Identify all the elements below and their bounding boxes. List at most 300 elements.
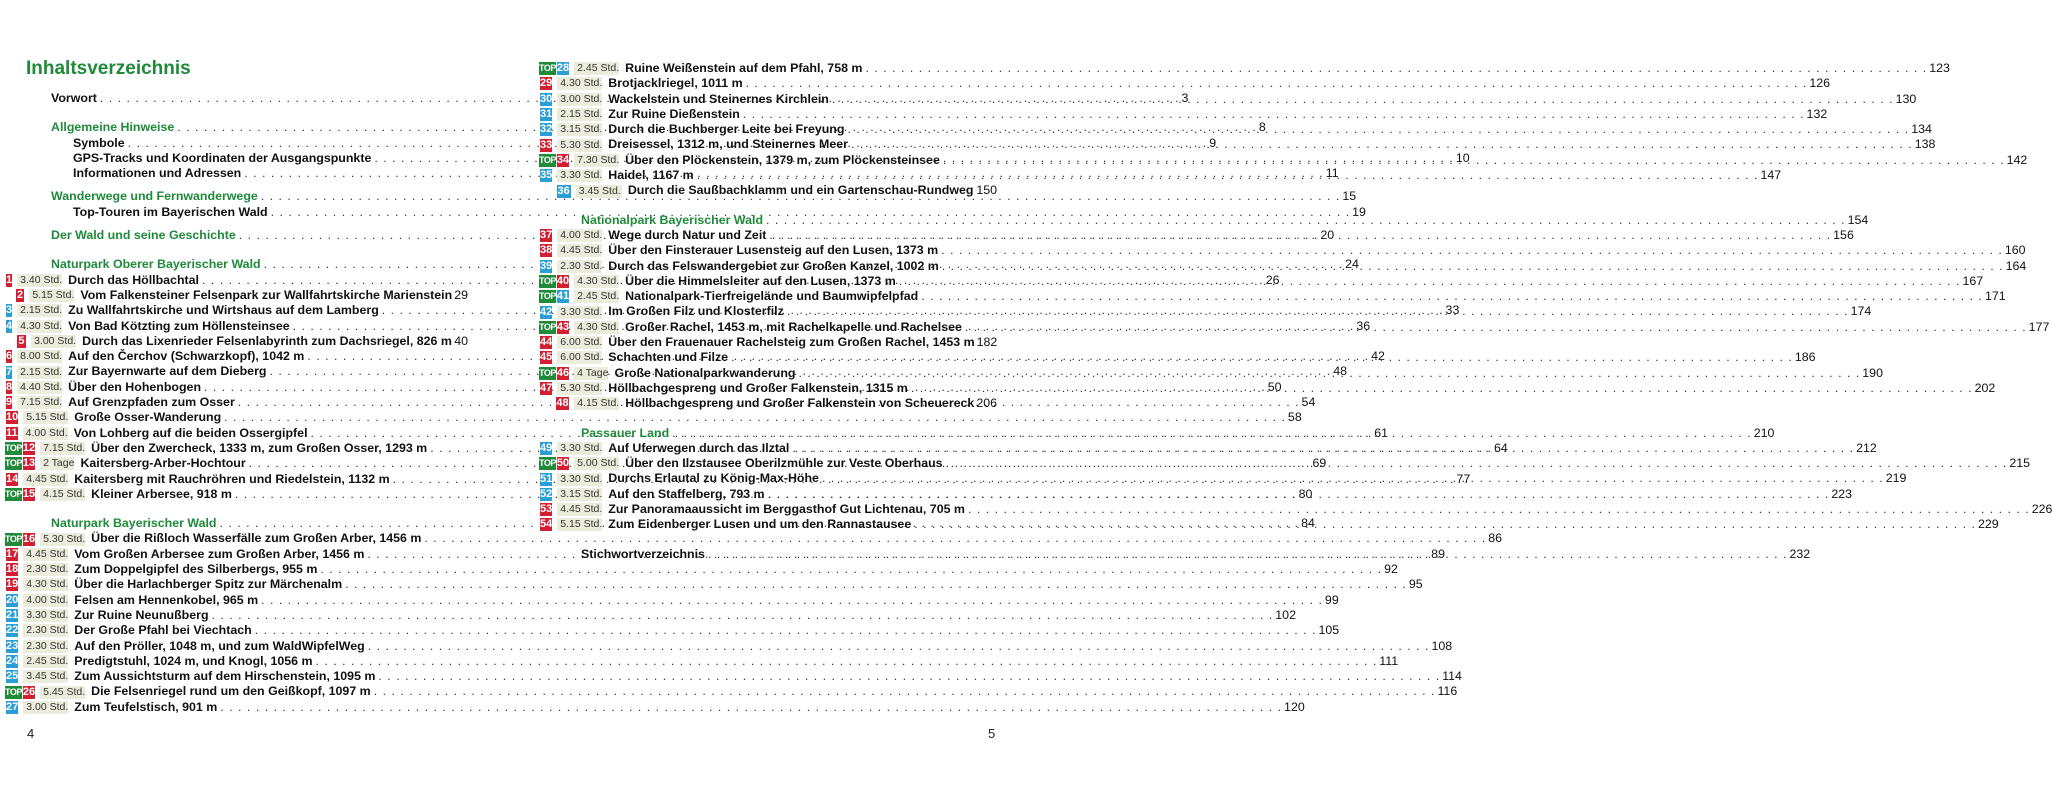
page-ref: 69 <box>1312 456 1327 471</box>
tour-title <box>608 137 1912 152</box>
tour-title-text: Durch das Höllbachtal <box>68 272 199 287</box>
tour-number-badge: 42 <box>540 305 553 318</box>
tour-title-text: Über die Harlachberger Spitz zur Märchenalm <box>74 577 343 592</box>
tour-line <box>534 91 1917 107</box>
page-ref: 130 <box>1895 91 1917 106</box>
leader-dots <box>746 76 1808 91</box>
tour-number-badge: 33 <box>540 138 553 151</box>
page-ref: 24 <box>1345 257 1359 272</box>
duration-label: 3.00 Std. <box>557 93 602 106</box>
page-ref: 182 <box>976 335 998 350</box>
tour-number-badge: 36 <box>557 184 570 197</box>
spacer <box>500 533 1000 547</box>
tour-number-badge: 25 <box>6 670 19 683</box>
page-ref: 9 <box>1209 135 1217 150</box>
duration-label: 5.30 Std. <box>40 533 85 546</box>
page-ref: 108 <box>1431 638 1453 653</box>
duration-label: 2.45 Std. <box>574 290 619 303</box>
tour-title <box>608 243 2003 258</box>
tour-number-badge: 18 <box>6 563 19 576</box>
tour-title-text: Auf den Čerchov (Schwarzkopf), 1042 m <box>68 349 305 364</box>
page-ref: 206 <box>976 396 997 411</box>
duration-label: 2.45 Std. <box>23 655 68 668</box>
tour-line <box>534 76 1831 91</box>
spacer <box>0 243 500 257</box>
page-ref: 29 <box>454 287 468 302</box>
tour-title-text: Kaitersberg-Arber-Hochtour <box>80 456 246 471</box>
tour-line <box>534 243 2026 258</box>
tour-title-text: Zu Wallfahrtskirche und Wirtshaus auf dem Lamberg <box>68 303 379 318</box>
duration-label: 4.45 Std. <box>23 548 68 561</box>
page-ref: 226 <box>2031 502 2052 517</box>
tour-title <box>628 183 974 198</box>
toc-entry[interactable] <box>0 623 1340 638</box>
tour-title-text: Höllbachgespreng und Großer Falkenstein, 1315 m <box>608 380 908 395</box>
page-ref: 26 <box>1265 272 1280 287</box>
tour-title-text: Felsen am Hennenkobel, 965 m <box>74 592 259 607</box>
page-ref: 58 <box>1287 410 1302 425</box>
tour-number-badge: 32 <box>540 123 553 136</box>
duration-label: 6.00 Std. <box>557 336 602 349</box>
leader-dots <box>743 107 1805 122</box>
tour-title-text: Der Große Pfahl bei Viechtach <box>74 623 252 638</box>
section-title: Vorwort <box>51 91 97 105</box>
tour-title-text: Zur Panoramaaussicht im Berggasthof Gut Lichtenau, 705 m <box>608 502 965 517</box>
tour-title-text: Haidel, 1167 m <box>608 168 694 183</box>
tour-number-badge: 11 <box>6 426 18 439</box>
page-ref: 167 <box>1962 273 1984 288</box>
tour-title <box>608 502 2029 517</box>
leader-dots <box>792 441 1854 456</box>
tour-title-text: Kaitersberg mit Rauchröhren und Riedelstein, 1132 m <box>74 471 390 486</box>
duration-label: 2.30 Std. <box>23 563 68 576</box>
toc-entry[interactable] <box>0 684 1458 699</box>
tour-line <box>534 335 997 350</box>
tour-number-badge: 44 <box>540 336 553 349</box>
page-ref: 64 <box>1493 440 1508 455</box>
tour-title-text: Im Großen Filz und Klosterfilz <box>608 304 784 319</box>
toc-entry[interactable] <box>500 168 1782 183</box>
tour-number-badge: 17 <box>6 547 19 560</box>
tour-number-badge: 20 <box>6 593 19 606</box>
tour-line <box>534 183 997 198</box>
page-ref: 36 <box>1356 318 1371 333</box>
tour-number-badge: 52 <box>540 487 553 500</box>
tour-number-badge: 51 <box>540 472 553 485</box>
tour-number-badge: 43 <box>556 320 570 333</box>
duration-label: 4.30 Std. <box>574 275 619 288</box>
toc-section[interactable] <box>500 212 1869 228</box>
tour-title <box>625 456 2007 471</box>
duration-label: 4.00 Std. <box>23 427 68 440</box>
toc-entry[interactable] <box>500 396 1000 411</box>
tour-title <box>608 350 1793 365</box>
tour-number-badge: 9 <box>6 396 13 409</box>
page-ref: 156 <box>1833 227 1854 242</box>
tour-line <box>0 288 468 303</box>
toc-entry[interactable] <box>0 334 500 349</box>
duration-label: 3.45 Std. <box>23 670 68 683</box>
top-badge: TOP <box>539 276 556 286</box>
page-ref: 40 <box>454 333 468 348</box>
page-ref: 84 <box>1301 516 1315 531</box>
tour-title-text: Große Osser-Wanderung <box>74 410 222 425</box>
tour-title-text: Über den Plöckenstein, 1379 m, zum Plöckensteinsee <box>625 152 940 167</box>
tour-title <box>625 61 1927 76</box>
section-title: Symbole <box>73 135 125 150</box>
leader-dots <box>851 137 1913 152</box>
duration-label: 3.40 Std. <box>17 274 62 287</box>
tour-number-badge: 5 <box>18 335 25 347</box>
tour-title-text: Große Nationalparkwanderung <box>614 365 796 380</box>
page-number-left: 4 <box>27 726 35 741</box>
duration-label: 2.15 Std. <box>17 304 62 317</box>
tour-title-text: Zur Ruine Dießenstein <box>608 106 740 121</box>
tour-number-badge: 40 <box>556 275 570 287</box>
top-badge: TOP <box>5 488 22 499</box>
tour-number-badge: 37 <box>540 229 553 242</box>
page-ref: 229 <box>1977 517 1999 532</box>
page-ref: 147 <box>1760 168 1782 183</box>
tour-title-text: Von Bad Kötzting zum Höllensteinsee <box>68 318 290 333</box>
tour-title <box>608 487 1829 502</box>
tour-line <box>534 396 997 411</box>
tour-line <box>0 562 1398 577</box>
page-ref: 120 <box>1284 699 1305 714</box>
section-title: Naturpark Bayerischer Wald <box>51 516 217 531</box>
tour-title-text: Über den Ilzstausee Oberilzmühle zur Veste Oberhaus <box>625 456 943 471</box>
leader-dots <box>787 304 1849 319</box>
tour-number-badge: 14 <box>6 472 19 485</box>
toc-entry[interactable] <box>500 335 1000 350</box>
toc-entry[interactable] <box>0 592 1339 608</box>
tour-number-badge: 10 <box>6 411 19 424</box>
tour-title-text: Über die Himmelsleiter auf den Lusen, 1373 m <box>625 273 896 288</box>
page-ref: 186 <box>1794 350 1816 365</box>
leader-dots <box>822 471 1884 486</box>
tour-title-text: Schachten und Filze <box>608 350 729 365</box>
page-ref: 61 <box>1374 425 1389 440</box>
tour-title-text: Durchs Erlautal zu König-Max-Höhe <box>608 471 819 486</box>
duration-label: 4.45 Std. <box>23 473 68 486</box>
tour-line <box>0 623 1340 638</box>
tour-title-text: Wege durch Natur und Zeit <box>608 227 767 242</box>
page-ref: 11 <box>1325 166 1339 181</box>
section-title: Nationalpark Bayerischer Wald <box>581 212 764 227</box>
toc-entry[interactable] <box>500 137 1936 152</box>
tour-title <box>625 274 1960 289</box>
toc-entry[interactable] <box>500 76 1831 91</box>
page-ref: 50 <box>1267 379 1282 394</box>
tour-title-text: Auf Grenzpfaden zum Osser <box>68 395 235 410</box>
toc-entry[interactable] <box>500 304 1872 319</box>
tour-title-text: Die Felsenriegel rund um den Geißkopf, 1097 m <box>91 684 371 699</box>
page-ref: 210 <box>1753 425 1775 440</box>
tour-number-badge: 34 <box>556 153 570 166</box>
page-ref: 132 <box>1806 106 1828 121</box>
leader-dots <box>832 92 1894 107</box>
toc-entry[interactable] <box>0 669 1462 684</box>
duration-label: 4.30 Std. <box>23 578 68 591</box>
tour-title-text: Predigtstuhl, 1024 m, und Knogl, 1056 m <box>74 653 313 668</box>
tour-line <box>534 137 1936 152</box>
toc-entry[interactable] <box>500 61 1950 76</box>
tour-title-text: Über den Finsterauer Lusensteig auf den Lusen, 1373 m <box>608 243 939 258</box>
tour-title <box>608 381 1972 396</box>
tour-number-badge: 47 <box>540 382 553 395</box>
tour-number-badge: 29 <box>540 77 553 90</box>
leader-dots <box>672 426 1752 441</box>
duration-label: 4.30 Std. <box>17 320 62 333</box>
tour-title <box>625 150 2004 168</box>
page-ref: 164 <box>2005 258 2027 273</box>
tour-number-badge: 53 <box>540 503 553 516</box>
top-badge: TOP <box>5 533 22 544</box>
tour-title <box>82 334 452 349</box>
leader-dots <box>968 502 2030 517</box>
page-ref: 89 <box>1431 546 1445 561</box>
duration-label: 7.15 Std. <box>17 396 62 409</box>
duration-label: 3.15 Std. <box>557 488 602 501</box>
tour-title-text: Zum Teufelstisch, 901 m <box>74 699 218 714</box>
tour-number-badge: 54 <box>540 518 553 531</box>
tour-title-text: Zum Eidenberger Lusen und um den Rannastausee <box>608 517 912 532</box>
tour-number-badge: 27 <box>6 700 19 713</box>
tour-number-badge: 50 <box>556 457 570 470</box>
tour-number-badge: 16 <box>22 532 36 545</box>
toc-entry[interactable] <box>0 410 1302 425</box>
tour-line <box>534 61 1950 76</box>
tour-title-text: Brotjacklriegel, 1011 m <box>608 76 743 91</box>
toc-entry[interactable] <box>500 502 2052 517</box>
tour-number-badge: 3 <box>6 304 13 317</box>
leader-dots <box>946 456 2008 471</box>
tour-title <box>608 107 1804 122</box>
tour-title-text: Auf Uferwegen durch das Ilztal <box>608 440 790 455</box>
tour-number-badge: 39 <box>540 259 553 272</box>
spacer <box>0 106 500 120</box>
tour-title-text: Dreisessel, 1312 m, und Steinernes Meer <box>608 137 848 152</box>
top-badge: TOP <box>5 686 22 697</box>
tour-title <box>608 168 1758 183</box>
tour-number-badge: 8 <box>6 380 13 393</box>
toc-entry[interactable] <box>0 653 1399 669</box>
duration-label: 4.00 Std. <box>557 229 602 242</box>
tour-line <box>0 410 1302 425</box>
duration-label: 3.30 Std. <box>557 169 602 182</box>
toc-entry[interactable] <box>0 531 1502 546</box>
leader-dots <box>941 243 2003 258</box>
tour-line <box>0 607 1296 623</box>
tour-number-badge: 48 <box>556 397 569 410</box>
top-placeholder <box>539 185 556 198</box>
page-ref: 80 <box>1298 486 1313 501</box>
duration-label: 4.30 Std. <box>557 77 602 90</box>
toc-entry[interactable] <box>500 122 1932 137</box>
page-ref: 177 <box>2028 319 2050 334</box>
tour-title-text: Zur Bayernwarte auf dem Dieberg <box>68 364 267 379</box>
top-placeholder <box>5 335 16 348</box>
top-badge: TOP <box>539 367 556 378</box>
page-ref: 232 <box>1789 546 1811 561</box>
tour-number-badge: 49 <box>540 441 553 454</box>
duration-label: 2.45 Std. <box>574 62 619 75</box>
duration-label: 4.15 Std. <box>40 488 85 501</box>
tour-title-text: Nationalpark-Tierfreigelände und Baumwipfelpfad <box>625 289 919 304</box>
tour-line <box>0 638 1453 654</box>
tour-title <box>608 471 1883 486</box>
top-placeholder <box>539 397 555 410</box>
tour-title <box>608 259 2003 274</box>
leader-dots <box>911 381 1973 396</box>
page-ref: 95 <box>1408 577 1423 592</box>
leader-dots <box>847 122 1909 137</box>
page-ref: 92 <box>1384 562 1398 577</box>
page-ref: 123 <box>1929 61 1950 75</box>
tour-title-text: Durch die Buchberger Leite bei Freyung <box>608 122 845 137</box>
section-title: Stichwortverzeichnis <box>581 546 705 561</box>
section-line <box>581 212 1869 228</box>
page-ref: 3 <box>1181 91 1189 105</box>
tour-title-text: Kleiner Arbersee, 918 m <box>91 486 232 501</box>
leader-dots <box>914 517 1976 532</box>
toc-entry[interactable] <box>0 607 1296 623</box>
duration-label: 4.45 Std. <box>557 244 602 257</box>
leader-dots <box>799 366 1861 381</box>
duration-label: 5.15 Std. <box>29 289 74 302</box>
tour-number-badge: 38 <box>540 244 553 257</box>
tour-line <box>534 122 1932 137</box>
page-ref: 134 <box>1911 122 1932 137</box>
page-ref: 102 <box>1275 607 1296 622</box>
tour-number-badge: 35 <box>540 169 553 182</box>
leader-dots <box>697 168 1759 183</box>
tour-number-badge: 41 <box>556 290 570 303</box>
toc-entry[interactable] <box>0 288 500 303</box>
page-ref: 223 <box>1831 486 1853 501</box>
leader-dots <box>766 213 1846 228</box>
section-title: Informationen und Adressen <box>73 166 242 181</box>
page-ref: 154 <box>1847 212 1869 227</box>
leader-dots <box>865 61 1927 76</box>
tour-title-text: Von Lohberg auf die beiden Ossergipfel <box>73 425 308 440</box>
toc-entry[interactable] <box>500 183 1000 198</box>
tour-title-text: Über den Zwercheck, 1333 m, zum Großen Osser, 1293 m <box>91 440 428 455</box>
page-ref: 42 <box>1371 349 1385 364</box>
tour-number-badge: 4 <box>6 319 13 332</box>
toc-entry[interactable] <box>0 577 1423 592</box>
leader-dots <box>769 228 1831 243</box>
tour-title-text: Zum Doppelgipfel des Silberbergs, 955 m <box>74 562 318 577</box>
tour-title-text: Über die Rißloch Wasserfälle zum Großen Arber, 1456 m <box>91 531 422 546</box>
tour-line <box>534 106 1828 122</box>
leader-dots <box>708 547 1788 562</box>
toc-entry[interactable] <box>500 91 1917 107</box>
tour-title-text: Auf den Pröller, 1048 m, und zum WaldWipfelWeg <box>74 638 365 653</box>
duration-label: 5.45 Std. <box>40 686 85 699</box>
duration-label: 4.45 Std. <box>557 503 602 516</box>
page-ref: 215 <box>2009 456 2031 471</box>
tour-title-text: Großer Rachel, 1453 m, mit Rachelkapelle und Rachelsee <box>625 319 962 334</box>
tour-number-badge: 30 <box>540 92 553 105</box>
tour-title-text: Zur Ruine Neunußberg <box>74 607 209 622</box>
tour-title <box>608 335 974 350</box>
tour-title-text: Durch das Lixenrieder Felsenlabyrinth zum Dachsriegel, 826 m <box>82 333 452 348</box>
tour-title-text: Vom Großen Arbersee zum Großen Arber, 1456 m <box>74 546 365 561</box>
tour-line <box>0 699 1305 715</box>
tour-title-text: Vom Falkensteiner Felsenpark zur Wallfahrtskirche Marienstein <box>80 287 453 302</box>
spacer <box>0 220 500 228</box>
page-ref: 219 <box>1885 471 1907 486</box>
page-ref: 105 <box>1318 623 1340 638</box>
tour-line <box>534 304 1872 319</box>
top-badge: TOP <box>539 321 556 332</box>
page-ref: 171 <box>1984 289 2006 304</box>
duration-label: 5.30 Std. <box>557 139 602 152</box>
duration-label: 5.00 Std. <box>574 457 619 470</box>
tour-title <box>625 396 974 411</box>
toc-entry[interactable] <box>500 289 2006 304</box>
duration-label: 4.30 Std. <box>574 321 619 334</box>
spacer <box>0 502 500 516</box>
tour-title-text: Durch die Saußbachklamm und ein Gartenschau-Rundweg <box>627 183 974 198</box>
duration-label: 5.30 Std. <box>557 382 602 395</box>
spacer <box>500 412 1000 426</box>
tour-title-text: Zum Aussichtsturm auf dem Hirschenstein, 1095 m <box>74 669 376 684</box>
page-ref: 142 <box>2006 152 2028 167</box>
tour-number-badge: 26 <box>22 685 36 698</box>
tour-number-badge: 12 <box>22 442 36 455</box>
page-ref: 19 <box>1352 204 1366 219</box>
top-badge: TOP <box>539 458 556 469</box>
section-title: Top-Touren im Bayerischen Wald <box>73 204 268 219</box>
tour-title-text: Über den Frauenauer Rachelsteig zum Großen Rachel, 1453 m <box>608 335 975 350</box>
top-badge: TOP <box>539 291 556 302</box>
leader-dots <box>943 150 2005 168</box>
toc-entry[interactable] <box>500 243 2026 258</box>
tour-number-badge: 28 <box>556 62 570 75</box>
page-ref: 174 <box>1850 304 1872 319</box>
duration-label: 2.15 Std. <box>557 108 602 121</box>
page-ref: 116 <box>1437 684 1458 699</box>
toc-entry[interactable] <box>0 638 1453 654</box>
tour-title-text: Wackelstein und Steinernes Kirchlein <box>608 91 829 106</box>
tour-number-badge: 19 <box>6 578 19 591</box>
duration-label: 3.00 Std. <box>23 701 68 714</box>
duration-label: 4.15 Std. <box>574 397 619 410</box>
top-placeholder <box>5 289 15 302</box>
duration-label: 3.45 Std. <box>576 185 622 198</box>
page-ref: 150 <box>976 183 997 198</box>
tour-number-badge: 1 <box>6 273 13 286</box>
tour-title-text: Über den Hohenbogen <box>68 379 202 394</box>
toc-entry[interactable] <box>0 562 1398 577</box>
leader-dots <box>965 320 2027 335</box>
tour-number-badge: 13 <box>22 457 36 470</box>
tour-number-badge: 45 <box>540 351 553 364</box>
page-ref: 202 <box>1974 380 1996 395</box>
duration-label: 2 Tage <box>40 457 74 470</box>
page-ref: 99 <box>1324 592 1339 607</box>
tour-title-text: Höllbachgespreng und Großer Falkenstein von Scheuereck <box>625 396 975 411</box>
spacer <box>500 199 1000 213</box>
toc-entry[interactable] <box>500 106 1828 122</box>
duration-label: 5.15 Std. <box>23 411 68 424</box>
page-number-right: 5 <box>988 726 996 741</box>
tour-line <box>0 592 1339 608</box>
page-ref: 77 <box>1456 471 1471 486</box>
toc-entry[interactable] <box>0 699 1305 715</box>
